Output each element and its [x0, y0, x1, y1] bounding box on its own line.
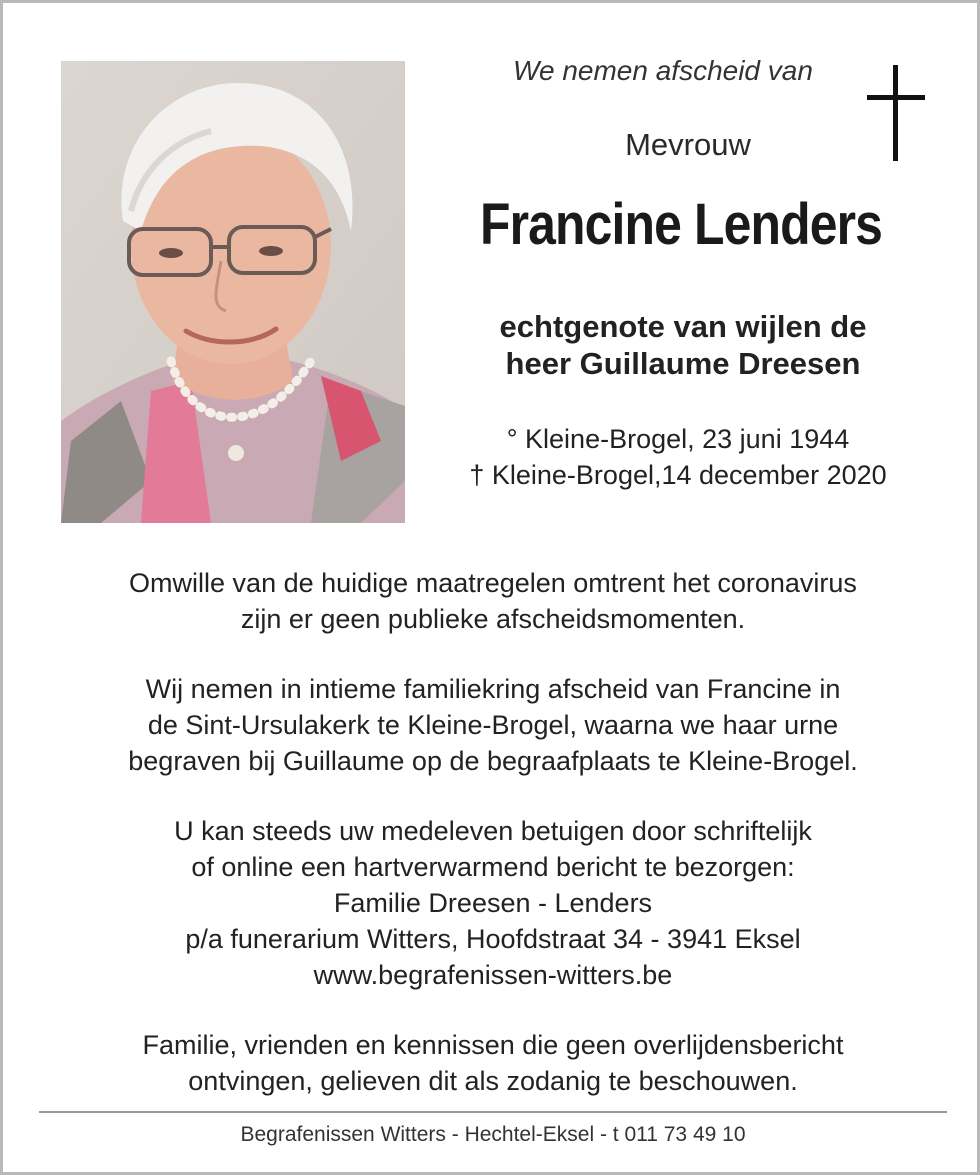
paragraph-line: Familie Dreesen - Lenders: [333, 888, 653, 918]
life-dates: [423, 421, 933, 493]
portrait-photo: [61, 61, 405, 523]
birth-date: ° Kleine-Brogel, 23 juni 1944: [506, 424, 850, 454]
paragraph-line: zijn er geen publieke afscheidsmomenten.: [240, 604, 746, 634]
paragraph-ceremony: [43, 671, 943, 779]
paragraph-line: U kan steeds uw medeleven betuigen door schriftelijk: [174, 816, 812, 846]
footer-divider: [39, 1111, 947, 1113]
spouse-line: heer Guillaume Dreesen: [505, 346, 861, 381]
funeral-home-footer: Begrafenissen Witters - Hechtel-Eksel - t 011 73 49 10: [240, 1123, 746, 1146]
paragraph-line: Wij nemen in intieme familiekring afscheid van Francine in: [145, 674, 841, 704]
intro-text: We nemen afscheid van: [513, 55, 813, 86]
death-date: † Kleine-Brogel,14 december 2020: [469, 460, 887, 490]
paragraph-line: ontvingen, gelieven dit als zodanig te beschouwen.: [188, 1066, 798, 1096]
paragraph-line: begraven bij Guillaume op de begraafplaats te Kleine-Brogel.: [128, 746, 858, 776]
spouse-info: [423, 308, 943, 382]
paragraph-closing: [43, 1027, 943, 1099]
paragraph-condolences: [43, 813, 943, 993]
paragraph-line: of online een hartverwarmend bericht te bezorgen:: [191, 852, 795, 882]
announcement-body: [43, 565, 943, 1133]
paragraph-line: de Sint-Ursulakerk te Kleine-Brogel, waarna we haar urne: [147, 710, 839, 740]
title-prefix: Mevrouw: [625, 127, 751, 162]
paragraph-line: Familie, vrienden en kennissen die geen overlijdensbericht: [142, 1030, 844, 1060]
paragraph-line: Omwille van de huidige maatregelen omtrent het coronavirus: [129, 568, 857, 598]
paragraph-line: p/a funerarium Witters, Hoofdstraat 34 - 3941 Eksel: [185, 924, 801, 954]
paragraph-corona: [43, 565, 943, 637]
spouse-line: echtgenote van wijlen de: [499, 309, 867, 344]
deceased-name: Francine Lenders: [479, 192, 883, 257]
website-link[interactable]: www.begrafenissen-witters.be: [313, 960, 673, 990]
